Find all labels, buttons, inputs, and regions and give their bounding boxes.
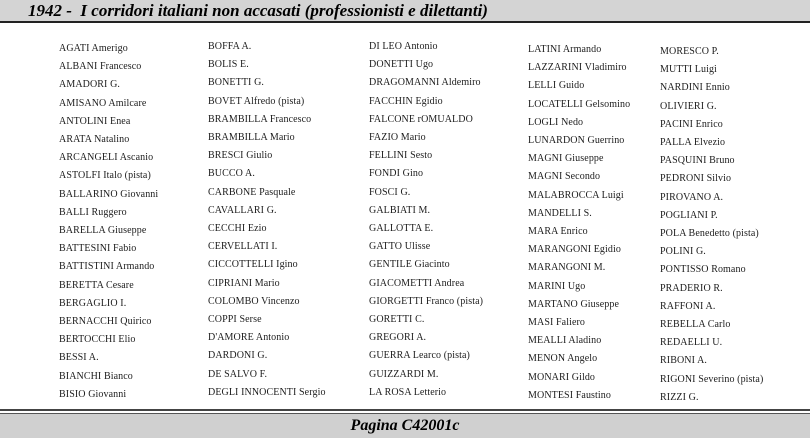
rider-name: AGATI Amerigo — [59, 43, 128, 54]
rider-name: BRESCI Giulio — [208, 150, 273, 162]
rider-name: RAFFONI A. — [660, 300, 716, 312]
rider-name: POLA Benedetto (pista) — [660, 228, 759, 240]
rider-name: LUNARDON Guerrino — [528, 135, 625, 147]
rider-name: RIBONI A. — [660, 355, 708, 367]
rider-name: MARANGONI M. — [528, 262, 606, 274]
rider-name: BERNACCHI Quirico — [59, 316, 152, 328]
rider-name: DE SALVO F. — [208, 368, 268, 380]
riders-column-3 — [369, 38, 539, 402]
rider-name: FONDI Gino — [369, 168, 424, 180]
riders-column-1 — [59, 40, 229, 404]
rider-name: AMISANO Amilcare — [59, 97, 147, 109]
rider-name: MALABROCCA Luigi — [528, 189, 624, 201]
rider-name: BRAMBILLA Francesco — [208, 113, 312, 125]
rider-name: GUIZZARDI M. — [369, 368, 439, 380]
rider-name: MONTESI Faustino — [528, 389, 611, 401]
rider-name: BATTESINI Fabio — [59, 243, 137, 255]
rider-name: BOLIS E. — [208, 59, 249, 71]
rider-name: COLOMBO Vincenzo — [208, 295, 300, 307]
rider-name: NARDINI Ennio — [660, 82, 730, 94]
rider-name: FACCHIN Egidio — [369, 95, 443, 107]
rider-name: CECCHI Ezio — [208, 223, 267, 235]
rider-name: ARCANGELI Ascanio — [59, 152, 154, 164]
rider-name: BALLARINO Giovanni — [59, 188, 159, 200]
rider-name: PRADERIO R. — [660, 282, 723, 294]
rider-name: DONETTI Ugo — [369, 59, 434, 71]
rider-name: GALBIATI M. — [369, 204, 431, 216]
rider-name: COPPI Serse — [208, 314, 262, 326]
rider-name: BESSI A. — [59, 352, 99, 364]
rider-name: PONTISSO Romano — [660, 264, 746, 276]
rider-name: MANDELLI S. — [528, 207, 592, 219]
rider-name: BOFFA A. — [208, 41, 252, 52]
page-footer — [0, 413, 810, 438]
rider-name: MENON Angelo — [528, 353, 598, 365]
rider-name: CAVALLARI G. — [208, 204, 277, 216]
rider-name: CICCOTTELLI Igino — [208, 259, 298, 271]
rider-name: MARA Enrico — [528, 226, 588, 238]
rider-name: LAZZARINI Vladimiro — [528, 62, 627, 74]
rider-name: FAZIO Mario — [369, 132, 426, 144]
rider-name: MAGNI Giuseppe — [528, 153, 604, 165]
rider-name: MARINI Ugo — [528, 280, 586, 292]
rider-name: BERETTA Cesare — [59, 279, 134, 291]
rider-name: PALLA Elvezio — [660, 137, 726, 149]
rider-name: BRAMBILLA Mario — [208, 132, 295, 144]
rider-name: MEALLI Aladino — [528, 335, 602, 347]
rider-name: POGLIANI P. — [660, 209, 718, 221]
rider-name: FOSCI G. — [369, 186, 411, 198]
rider-name: ALBANI Francesco — [59, 61, 142, 73]
rider-name: REBELLA Carlo — [660, 319, 731, 331]
rider-name: D'AMORE Antonio — [208, 332, 290, 344]
rider-name: GUERRA Learco (pista) — [369, 350, 470, 362]
rider-name: GIORGETTI Franco (pista) — [369, 295, 484, 307]
rider-name: BERGAGLIO I. — [59, 297, 127, 309]
rider-name: LELLI Guido — [528, 80, 585, 92]
rider-name: PIROVANO A. — [660, 191, 724, 203]
rider-name: LA ROSA Letterio — [369, 386, 447, 398]
rider-name: MASI Faliero — [528, 317, 586, 329]
rider-name: GENTILE Giacinto — [369, 259, 450, 271]
rider-name: ARATA Natalino — [59, 134, 130, 146]
rider-name: PACINI Enrico — [660, 118, 723, 130]
page-header — [0, 0, 810, 23]
rider-name: RIGONI Severino (pista) — [660, 373, 764, 385]
rider-name: ANTOLINI Enea — [59, 115, 131, 127]
rider-name: GATTO Ulisse — [369, 241, 431, 253]
rider-name: FELLINI Sesto — [369, 150, 433, 162]
rider-name: GALLOTTA E. — [369, 223, 434, 235]
rider-name: DI LEO Antonio — [369, 41, 438, 52]
rider-name: DARDONI G. — [208, 350, 268, 362]
riders-column-2 — [208, 38, 378, 402]
rider-name: DRAGOMANNI Aldemiro — [369, 77, 481, 89]
rider-name: BISIO Giovanni — [59, 388, 127, 400]
rider-name: BUCCO A. — [208, 168, 255, 180]
rider-name: FALCONE rOMUALDO — [369, 113, 473, 125]
footer-divider — [0, 409, 810, 411]
rider-name: LOCATELLI Gelsomino — [528, 98, 631, 110]
rider-name: BOVET Alfredo (pista) — [208, 95, 305, 107]
page-title: 1942 - I corridori italiani non accasati (professionisti e dilettanti) — [28, 1, 488, 20]
rider-name: MUTTI Luigi — [660, 64, 717, 76]
rider-name: CARBONE Pasquale — [208, 186, 296, 198]
rider-name: PASQUINI Bruno — [660, 155, 735, 167]
riders-list — [0, 38, 810, 408]
riders-column-5 — [660, 43, 810, 407]
rider-name: AMADORI G. — [59, 79, 120, 91]
rider-name: ASTOLFI Italo (pista) — [59, 170, 151, 182]
rider-name: BERTOCCHI Elio — [59, 334, 136, 346]
rider-name: POLINI G. — [660, 246, 706, 258]
rider-name: MONARI Gildo — [528, 371, 596, 383]
rider-name: BALLI Ruggero — [59, 206, 127, 218]
rider-name: GORETTI C. — [369, 314, 425, 326]
rider-name: PEDRONI Silvio — [660, 173, 732, 185]
rider-name: MAGNI Secondo — [528, 171, 601, 183]
rider-name: REDAELLI U. — [660, 337, 723, 349]
rider-name: CIPRIANI Mario — [208, 277, 280, 289]
rider-name: GREGORI A. — [369, 332, 427, 344]
rider-name: DEGLI INNOCENTI Sergio — [208, 386, 326, 398]
rider-name: BATTISTINI Armando — [59, 261, 155, 273]
rider-name: LOGLI Nedo — [528, 116, 584, 128]
rider-name: CERVELLATI I. — [208, 241, 278, 253]
page-label: Pagina C42001c — [350, 417, 460, 434]
rider-name: RIZZI G. — [660, 391, 699, 403]
rider-name: MARTANO Giuseppe — [528, 298, 620, 310]
rider-name: GIACOMETTI Andrea — [369, 277, 465, 289]
rider-name: MORESCO P. — [660, 46, 719, 57]
rider-name: BONETTI G. — [208, 77, 264, 89]
rider-name: BARELLA Giuseppe — [59, 225, 147, 237]
rider-name: MARANGONI Egidio — [528, 244, 621, 256]
rider-name: LATINI Armando — [528, 44, 602, 55]
rider-name: BIANCHI Bianco — [59, 370, 133, 382]
rider-name: OLIVIERI G. — [660, 100, 717, 112]
